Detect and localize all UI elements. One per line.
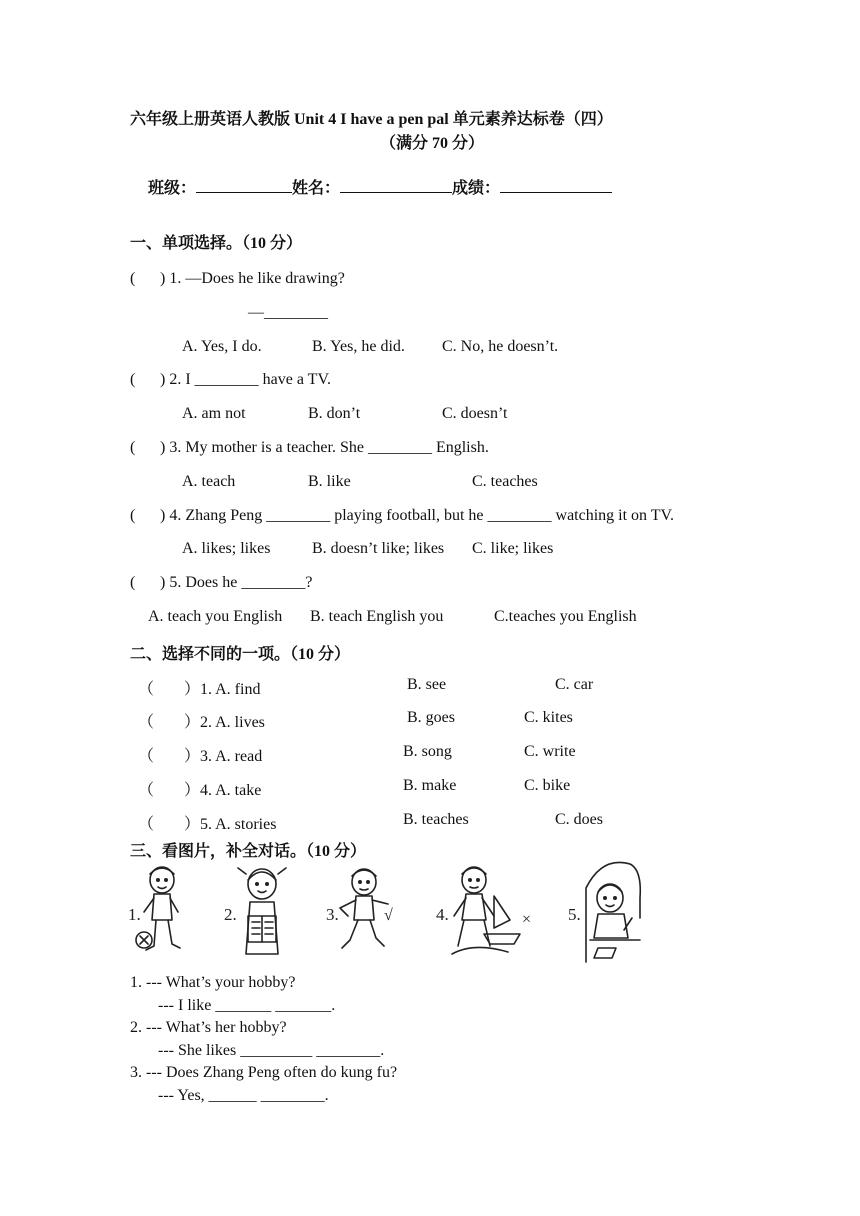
q1-option-b: B. Yes, he did. bbox=[312, 338, 405, 355]
s2-row4-c: C. bike bbox=[524, 777, 571, 794]
boy-football-picture bbox=[128, 867, 180, 950]
pic-number-5: 5. bbox=[568, 905, 581, 924]
q5-option-c: C.teaches you English bbox=[494, 608, 637, 625]
dialogue3-answer[interactable]: --- Yes, ______ ________. bbox=[158, 1087, 329, 1104]
q4-paren[interactable]: ( bbox=[130, 507, 136, 524]
score-field[interactable] bbox=[500, 178, 612, 193]
dialogue1-answer[interactable]: --- I like _______ _______. bbox=[158, 997, 336, 1014]
q1-option-c: C. No, he doesn’t. bbox=[442, 338, 559, 355]
class-label: 班级： bbox=[148, 180, 197, 197]
s2-row3-b: B. song bbox=[403, 743, 452, 760]
q1-reply: —________ bbox=[248, 304, 328, 321]
score-label: 成绩： bbox=[452, 180, 501, 197]
q3-option-a: A. teach bbox=[182, 473, 236, 490]
q5-stem: ) 5. Does he ________? bbox=[160, 574, 313, 591]
q5-paren[interactable]: ( bbox=[130, 574, 136, 591]
s2-row3-paren[interactable]: （ bbox=[138, 748, 155, 765]
s2-row4-a: ）4. A. take bbox=[184, 782, 262, 799]
s2-row2-c: C. kites bbox=[524, 709, 573, 726]
q1-option-a: A. Yes, I do. bbox=[182, 338, 262, 355]
section2-heading: 二、选择不同的一项。（10 分） bbox=[130, 646, 351, 663]
q2-option-b: B. don’t bbox=[308, 405, 361, 422]
s2-row1-c: C. car bbox=[555, 676, 594, 693]
section1-heading: 一、单项选择。（10 分） bbox=[130, 235, 303, 252]
q3-paren[interactable]: ( bbox=[130, 439, 136, 456]
s2-row4-b: B. make bbox=[403, 777, 457, 794]
girl-reading-picture bbox=[224, 868, 286, 954]
q3-option-c: C. teaches bbox=[472, 473, 538, 490]
s2-row5-b: B. teaches bbox=[403, 811, 469, 828]
s2-row5-paren[interactable]: （ bbox=[138, 816, 155, 833]
cross-mark-icon: × bbox=[522, 911, 532, 928]
s2-row2-b: B. goes bbox=[407, 709, 455, 726]
q2-stem: ) 2. I ________ have a TV. bbox=[160, 371, 331, 388]
s2-row4-paren[interactable]: （ bbox=[138, 782, 155, 799]
section3-heading: 三、看图片，补全对话。（10 分） bbox=[130, 843, 367, 860]
q1-stem: ) 1. —Does he like drawing? bbox=[160, 270, 345, 287]
q4-option-b: B. doesn’t like; likes bbox=[312, 540, 445, 557]
student-info-line bbox=[148, 175, 612, 198]
q4-option-c: C. like; likes bbox=[472, 540, 554, 557]
pic-number-4: 4. bbox=[436, 905, 449, 924]
boy-ship-picture bbox=[436, 867, 531, 954]
name-label: 姓名： bbox=[292, 180, 341, 197]
q1-paren[interactable]: ( bbox=[130, 270, 136, 287]
dialogue1-question: 1. --- What’s your hobby? bbox=[130, 974, 296, 991]
s2-row2-a: ）2. A. lives bbox=[184, 714, 265, 731]
picture-strip bbox=[128, 858, 648, 970]
s2-row2-paren[interactable]: （ bbox=[138, 714, 155, 731]
s2-row3-a: ）3. A. read bbox=[184, 748, 263, 765]
dialogue2-answer[interactable]: --- She likes _________ ________. bbox=[158, 1042, 385, 1059]
class-field[interactable] bbox=[196, 178, 292, 193]
q4-option-a: A. likes; likes bbox=[182, 540, 271, 557]
q2-option-c: C. doesn’t bbox=[442, 405, 508, 422]
s2-row1-paren[interactable]: （ bbox=[138, 681, 155, 698]
s2-row1-a: ）1. A. find bbox=[184, 681, 261, 698]
page-subtitle: （满分 70 分） bbox=[380, 135, 485, 152]
s2-row5-a: ）5. A. stories bbox=[184, 816, 277, 833]
q2-option-a: A. am not bbox=[182, 405, 246, 422]
page-title: 六年级上册英语人教版 Unit 4 I have a pen pal 单元素养达标卷（四） bbox=[130, 111, 613, 128]
q5-option-b: B. teach English you bbox=[310, 608, 444, 625]
pic-number-3: 3. bbox=[326, 905, 339, 924]
boy-kungfu-picture bbox=[326, 869, 393, 948]
check-mark-icon: √ bbox=[384, 907, 393, 924]
q3-option-b: B. like bbox=[308, 473, 351, 490]
q4-stem: ) 4. Zhang Peng ________ playing football, but he ________ watching it on TV. bbox=[160, 507, 675, 524]
s2-row3-c: C. write bbox=[524, 743, 576, 760]
q3-stem: ) 3. My mother is a teacher. She ________ English. bbox=[160, 439, 489, 456]
q2-paren[interactable]: ( bbox=[130, 371, 136, 388]
s2-row1-b: B. see bbox=[407, 676, 447, 693]
pic-number-1: 1. bbox=[128, 905, 141, 924]
dialogue2-question: 2. --- What’s her hobby? bbox=[130, 1019, 287, 1036]
name-field[interactable] bbox=[340, 178, 452, 193]
girl-writing-picture bbox=[568, 862, 640, 962]
pic-number-2: 2. bbox=[224, 905, 237, 924]
s2-row5-c: C. does bbox=[555, 811, 603, 828]
q5-option-a: A. teach you English bbox=[148, 608, 283, 625]
dialogue3-question: 3. --- Does Zhang Peng often do kung fu? bbox=[130, 1064, 398, 1081]
